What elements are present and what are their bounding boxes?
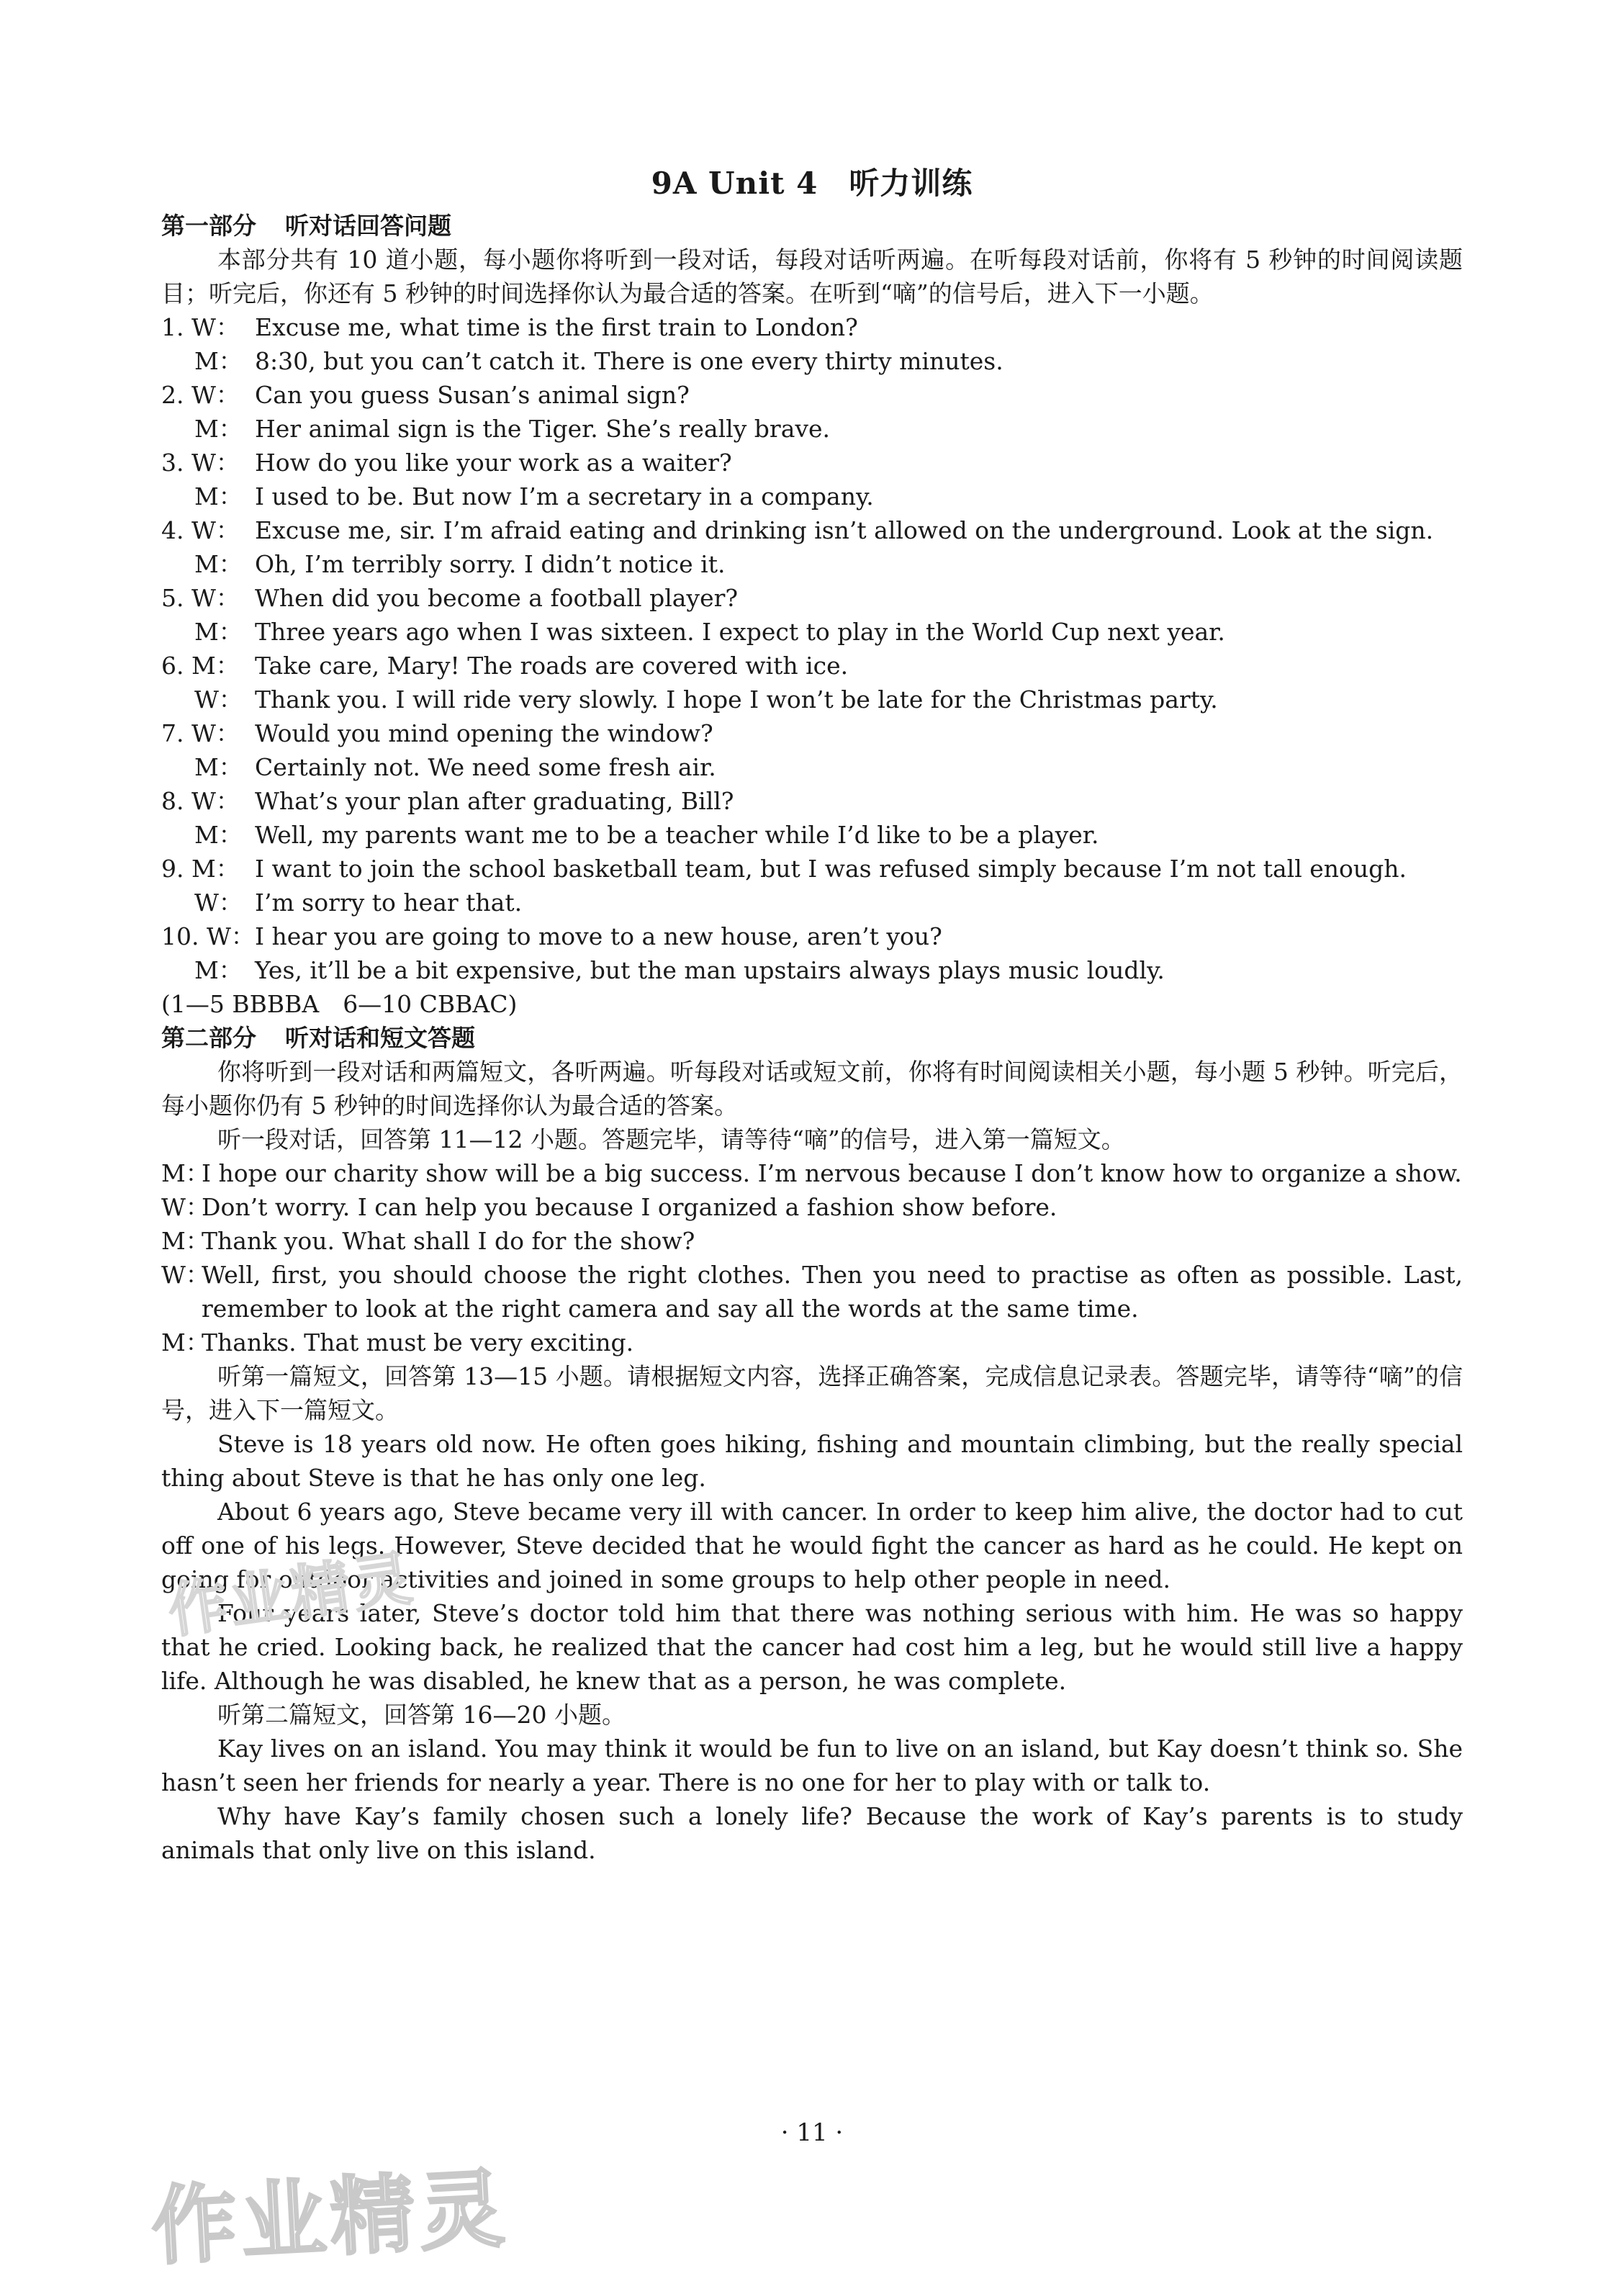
dialogue-text: Oh, I’m terribly sorry. I didn’t notice it. bbox=[255, 550, 726, 578]
dialogue-text: I’m sorry to hear that. bbox=[255, 888, 523, 917]
dialogue-line bbox=[161, 513, 1463, 547]
dialogue-text: Excuse me, what time is the first train to London? bbox=[255, 313, 858, 341]
passage-paragraph: About 6 years ago, Steve became very ill with cancer. In order to keep him alive, the doctor had to cut off one of his legs. However, Steve decided that he would fight the cancer as hard as he could. He kept on going for outdoor activities and joined in some groups to help other people in need. bbox=[161, 1498, 1463, 1593]
speaker: W： bbox=[161, 1193, 209, 1221]
passage2 bbox=[161, 1732, 1463, 1867]
passage-paragraph: Why have Kay’s family chosen such a lonely life? Because the work of Kay’s parents is to study animals that only live on this island. bbox=[161, 1802, 1463, 1864]
dialogue-line bbox=[161, 818, 1463, 852]
question-number: 5. bbox=[161, 584, 191, 612]
dialogue-line bbox=[161, 1224, 1463, 1258]
speaker-label bbox=[161, 750, 243, 784]
speaker: M： bbox=[194, 618, 243, 646]
dialogue-text: Well, first, you should choose the right clothes. Then you need to practise as often as possible. Last, remember to look at the right camera and say all the words at the same time. bbox=[202, 1261, 1463, 1323]
dialogue-line bbox=[161, 852, 1463, 886]
question-number: 6. bbox=[161, 652, 191, 680]
dialogue-line bbox=[161, 581, 1463, 615]
question-number: 3. bbox=[161, 449, 191, 477]
speaker-label bbox=[161, 649, 240, 683]
speaker: M： bbox=[194, 482, 243, 510]
part2-intro: 你将听到一段对话和两篇短文，各听两遍。听每段对话或短文前，你将有时间阅读相关小题，每小题 5 秒钟。听完后，每小题你仍有 5 秒钟的时间选择你认为最合适的答案。 bbox=[161, 1058, 1463, 1120]
dialogue-line bbox=[161, 446, 1463, 480]
speaker-label bbox=[161, 683, 243, 716]
dialogue-line bbox=[161, 953, 1463, 987]
dialogue-text: Three years ago when I was sixteen. I expect to play in the World Cup next year. bbox=[255, 618, 1225, 646]
dialogue-text: Her animal sign is the Tiger. She’s really brave. bbox=[255, 415, 831, 443]
watermark-mid-graphic: 作业精灵 bbox=[164, 1544, 419, 1647]
dialogue-line bbox=[161, 310, 1463, 344]
dialogue-line bbox=[161, 615, 1463, 649]
dialogue-text: Can you guess Susan’s animal sign? bbox=[255, 381, 690, 409]
speaker: W： bbox=[191, 787, 240, 815]
speaker: W： bbox=[191, 313, 240, 341]
dialogue-text: When did you become a football player? bbox=[255, 584, 739, 612]
speaker-label bbox=[161, 716, 240, 750]
speaker-label bbox=[161, 446, 240, 480]
dialogue-text: I used to be. But now I’m a secretary in a company. bbox=[255, 482, 874, 510]
dialogue-text: What’s your plan after graduating, Bill? bbox=[255, 787, 734, 815]
part2-dialogue-intro: 听一段对话，回答第 11—12 小题。答题完毕，请等待“嘀”的信号，进入第一篇短文。 bbox=[217, 1125, 1125, 1153]
dialogue-line bbox=[161, 1190, 1463, 1224]
speaker: W： bbox=[161, 1261, 209, 1289]
dialogue-line bbox=[161, 344, 1463, 378]
page-number: · 11 · bbox=[780, 2118, 844, 2147]
speaker-label bbox=[161, 784, 240, 818]
passage1-intro: 听第一篇短文，回答第 13—15 小题。请根据短文内容，选择正确答案，完成信息记录表。答题完毕，请等待“嘀”的信号，进入下一篇短文。 bbox=[161, 1362, 1463, 1424]
dialogue-text: How do you like your work as a waiter? bbox=[255, 449, 732, 477]
speaker-label bbox=[161, 818, 243, 852]
dialogue-line bbox=[161, 1156, 1463, 1190]
speaker: W： bbox=[191, 449, 240, 477]
speaker-label bbox=[161, 581, 240, 615]
speaker-label bbox=[161, 513, 240, 547]
dialogue-text: I hear you are going to move to a new house, aren’t you? bbox=[255, 922, 942, 950]
part2-dialogue bbox=[161, 1156, 1463, 1359]
dialogue-text: Thanks. That must be very exciting. bbox=[202, 1328, 634, 1357]
speaker-label bbox=[161, 953, 243, 987]
part2-heading-num: 第二部分 bbox=[161, 1024, 256, 1052]
speaker: M： bbox=[194, 415, 243, 443]
speaker-label bbox=[161, 412, 243, 446]
speaker: M： bbox=[194, 347, 243, 375]
part2-heading-text: 听对话和短文答题 bbox=[285, 1024, 475, 1052]
speaker: M： bbox=[191, 855, 240, 883]
speaker-label bbox=[161, 615, 243, 649]
part1-heading-text: 听对话回答问题 bbox=[285, 212, 451, 240]
dialogue-text: Would you mind opening the window? bbox=[255, 719, 713, 747]
dialogue-line bbox=[161, 1258, 1463, 1326]
speaker: W： bbox=[194, 888, 243, 917]
dialogue-line bbox=[161, 886, 1463, 919]
part1-heading-num: 第一部分 bbox=[161, 212, 256, 240]
speaker-label bbox=[161, 344, 243, 378]
dialogue-line bbox=[161, 784, 1463, 818]
dialogue-text: Take care, Mary! The roads are covered with ice. bbox=[255, 652, 849, 680]
speaker-label bbox=[161, 886, 243, 919]
question-number: 10. bbox=[161, 922, 207, 950]
question-number: 8. bbox=[161, 787, 191, 815]
speaker: W： bbox=[191, 584, 240, 612]
part1-answers: (1—5 BBBBA 6—10 CBBAC) bbox=[161, 990, 518, 1018]
dialogue-line bbox=[161, 547, 1463, 581]
speaker-label bbox=[161, 480, 243, 513]
dialogue-text: Excuse me, sir. I’m afraid eating and drinking isn’t allowed on the underground. Look at the sign. bbox=[255, 516, 1434, 544]
dialogue-line bbox=[161, 1326, 1463, 1359]
speaker-label bbox=[161, 310, 240, 344]
dialogue-line bbox=[161, 412, 1463, 446]
speaker: M： bbox=[161, 1328, 209, 1357]
dialogue-text: Thank you. What shall I do for the show? bbox=[202, 1227, 695, 1255]
part2-heading bbox=[161, 1021, 1463, 1055]
question-number: 7. bbox=[161, 719, 191, 747]
speaker: W： bbox=[191, 719, 240, 747]
passage2-intro: 听第二篇短文，回答第 16—20 小题。 bbox=[217, 1701, 626, 1729]
question-number: 2. bbox=[161, 381, 191, 409]
speaker: W： bbox=[194, 685, 243, 714]
dialogue-text: I want to join the school basketball team, but I was refused simply because I’m not tall enough. bbox=[255, 855, 1407, 883]
dialogue-text: 8:30, but you can’t catch it. There is one every thirty minutes. bbox=[255, 347, 1003, 375]
speaker: M： bbox=[161, 1227, 209, 1255]
passage-paragraph: Four years later, Steve’s doctor told him that there was nothing serious with him. He was so happy that he cried. Looking back, he realized that the cancer had cost him a leg, but he would still live a happy life. Although he was disabled, he knew that as a person, he was complete. bbox=[161, 1599, 1463, 1695]
dialogue-line bbox=[161, 649, 1463, 683]
page-title: 9A Unit 4 听力训练 bbox=[651, 166, 973, 201]
passage-paragraph: Kay lives on an island. You may think it would be fun to live on an island, but Kay doesn’t think so. She hasn’t seen her friends for nearly a year. There is no one for her to play with or talk to. bbox=[161, 1735, 1463, 1796]
dialogue-text: I hope our charity show will be a big success. I’m nervous because I don’t know how to organize a show. bbox=[202, 1159, 1462, 1187]
dialogue-text: Don’t worry. I can help you because I organized a fashion show before. bbox=[202, 1193, 1057, 1221]
speaker: M： bbox=[194, 550, 243, 578]
part1-dialogues bbox=[161, 310, 1463, 987]
dialogue-text: Thank you. I will ride very slowly. I hope I won’t be late for the Christmas party. bbox=[255, 685, 1218, 714]
question-number: 4. bbox=[161, 516, 191, 544]
speaker: M： bbox=[191, 652, 240, 680]
speaker-label bbox=[161, 547, 243, 581]
dialogue-line bbox=[161, 480, 1463, 513]
speaker-label bbox=[161, 378, 240, 412]
dialogue-text: Well, my parents want me to be a teacher while I’d like to be a player. bbox=[255, 821, 1099, 849]
speaker: M： bbox=[194, 753, 243, 781]
dialogue-text: Yes, it’ll be a bit expensive, but the man upstairs always plays music loudly. bbox=[255, 956, 1165, 984]
speaker: W： bbox=[191, 381, 240, 409]
speaker: W： bbox=[191, 516, 240, 544]
dialogue-line bbox=[161, 716, 1463, 750]
speaker-label bbox=[161, 852, 240, 886]
passage-paragraph: Steve is 18 years old now. He often goes hiking, fishing and mountain climbing, but the really special thing about Steve is that he has only one leg. bbox=[161, 1430, 1463, 1492]
part1-intro: 本部分共有 10 道小题，每小题你将听到一段对话，每段对话听两遍。在听每段对话前，你将有 5 秒钟的时间阅读题目；听完后，你还有 5 秒钟的时间选择你认为最合适的答案。在听到“嘀”的信号后，进入下一小题。 bbox=[161, 246, 1463, 307]
speaker: W： bbox=[206, 922, 255, 950]
speaker: M： bbox=[194, 821, 243, 849]
dialogue-line bbox=[161, 378, 1463, 412]
dialogue-text: Certainly not. We need some fresh air. bbox=[255, 753, 716, 781]
dialogue-line bbox=[161, 919, 1463, 953]
dialogue-line bbox=[161, 683, 1463, 716]
speaker: M： bbox=[194, 956, 243, 984]
dialogue-line bbox=[161, 750, 1463, 784]
question-number: 1. bbox=[161, 313, 191, 341]
question-number: 9. bbox=[161, 855, 191, 883]
watermark-logo: 作业精灵 bbox=[149, 2159, 511, 2277]
speaker: M： bbox=[161, 1159, 209, 1187]
speaker-label bbox=[161, 919, 255, 953]
part1-heading bbox=[161, 209, 1463, 243]
